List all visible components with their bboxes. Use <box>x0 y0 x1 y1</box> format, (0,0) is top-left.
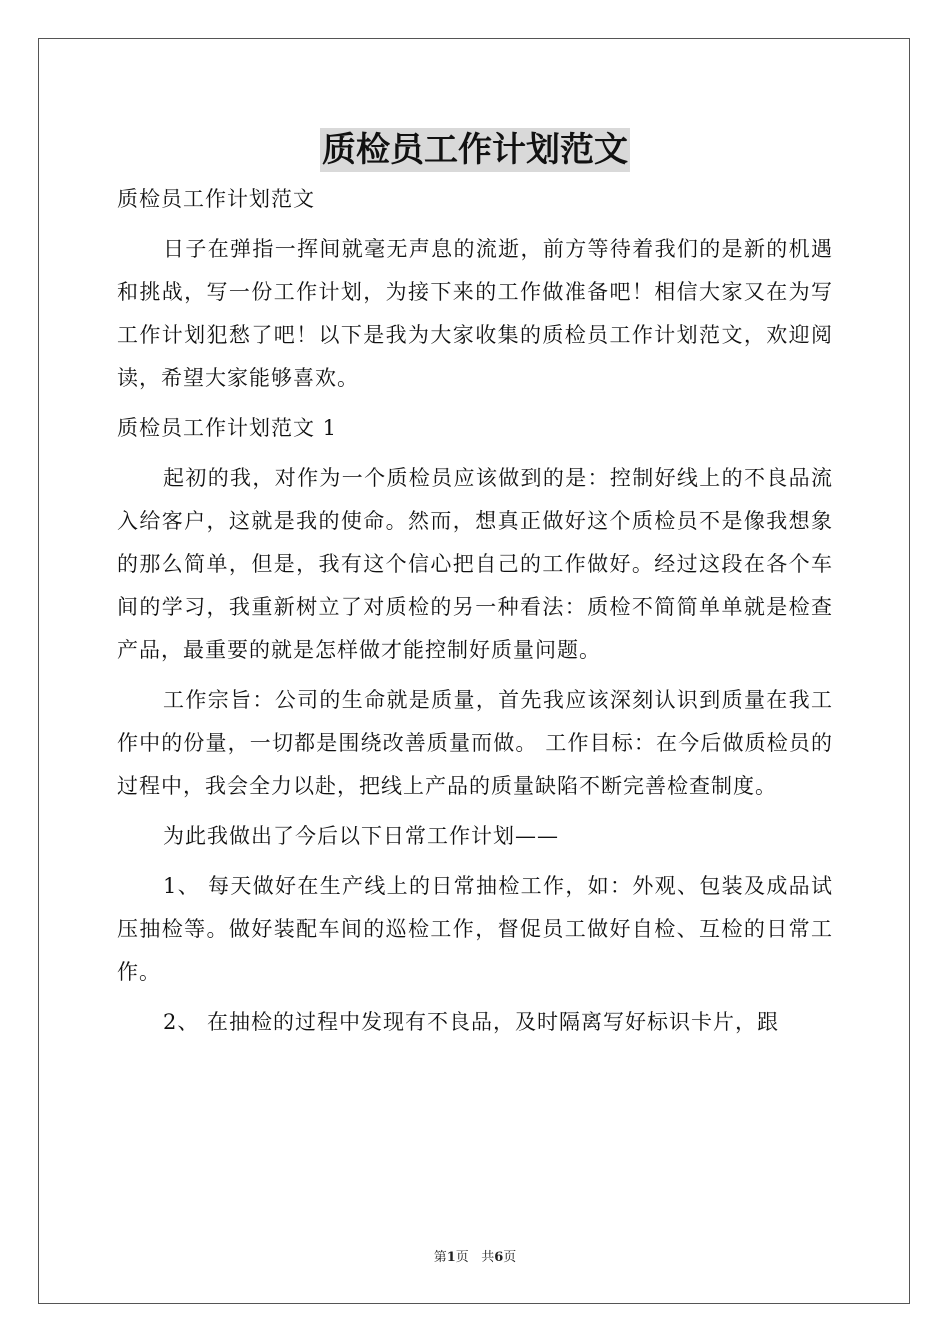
list-item-paragraph: 1、 每天做好在生产线上的日常抽检工作，如：外观、包装及成品试压抽检等。做好装配车间的巡检工作，督促员工做好自检、互检的日常工作。 <box>117 874 833 984</box>
document-body <box>117 178 833 1051</box>
document-title: 质检员工作计划范文 <box>322 130 628 170</box>
total-pages: 6 <box>494 1250 504 1265</box>
page-number: 1 <box>446 1250 456 1265</box>
page-prefix: 第 <box>433 1250 447 1265</box>
body-paragraph: 工作宗旨：公司的生命就是质量，首先我应该深刻认识到质量在我工作中的份量，一切都是围绕改善质量而做。 工作目标：在今后做质检员的过程中，我会全力以赴，把线上产品的质量缺陷不断完善检查制度。 <box>117 688 833 798</box>
subtitle-paragraph: 质检员工作计划范文 <box>117 187 315 211</box>
body-paragraph: 起初的我，对作为一个质检员应该做到的是：控制好线上的不良品流入给客户，这就是我的使命。然而，想真正做好这个质检员不是像我想象的那么简单，但是，我有这个信心把自己的工作做好。经过这段在各个车间的学习，我重新树立了对质检的另一种看法：质检不简简单单就是检查产品，最重要的就是怎样做才能控制好质量问题。 <box>117 466 833 662</box>
total-prefix: 共 <box>481 1250 495 1265</box>
intro-paragraph: 日子在弹指一挥间就毫无声息的流逝，前方等待着我们的是新的机遇和挑战，写一份工作计划，为接下来的工作做准备吧！相信大家又在为写工作计划犯愁了吧！以下是我为大家收集的质检员工作计划范文，欢迎阅读，希望大家能够喜欢。 <box>117 237 833 390</box>
page-footer <box>0 1246 950 1265</box>
total-suffix: 页 <box>503 1250 517 1265</box>
section-heading: 质检员工作计划范文 1 <box>117 416 338 440</box>
list-item-paragraph: 2、 在抽检的过程中发现有不良品，及时隔离写好标识卡片，跟 <box>163 1010 780 1034</box>
title-container <box>0 128 950 172</box>
body-paragraph: 为此我做出了今后以下日常工作计划—— <box>163 824 559 848</box>
page-suffix: 页 <box>455 1250 469 1265</box>
